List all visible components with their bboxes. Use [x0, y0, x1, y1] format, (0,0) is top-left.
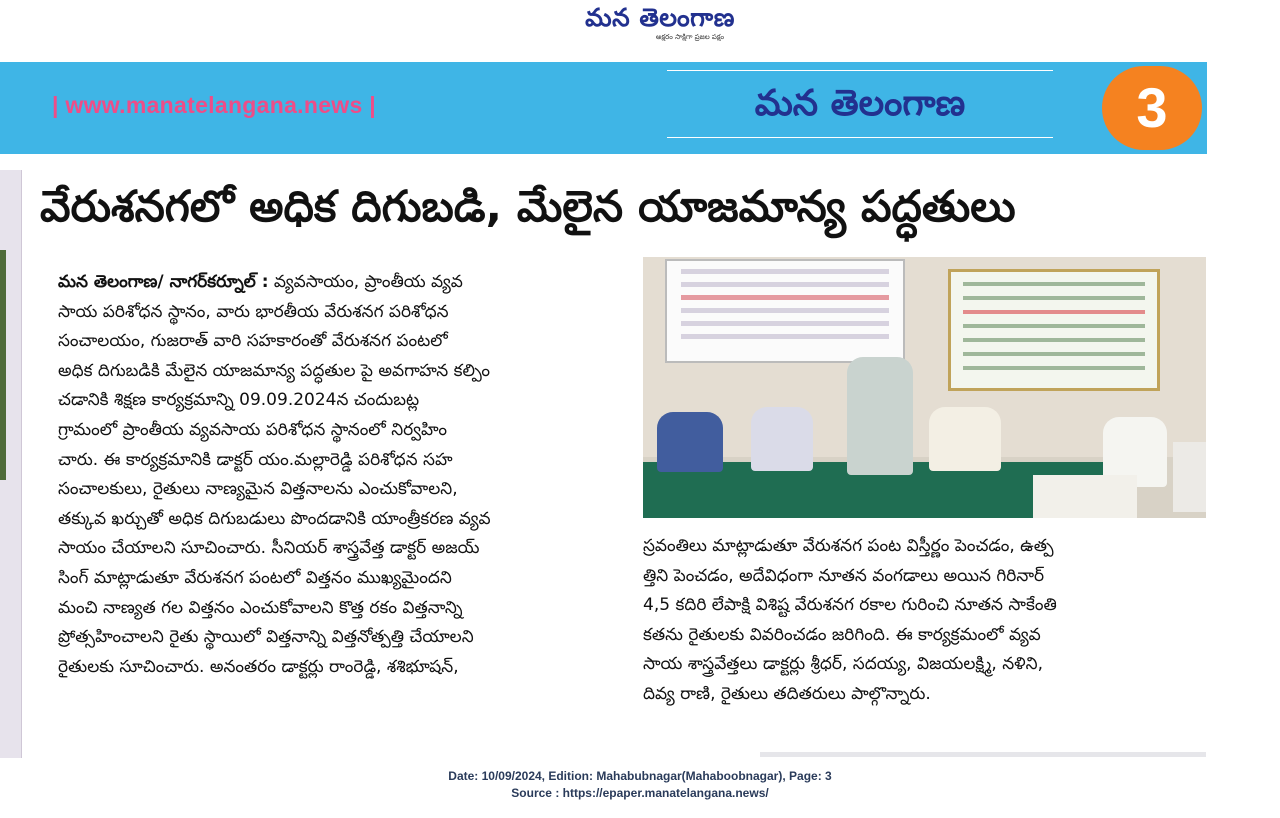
- article-line: చారు. ఈ కార్యక్రమానికి డాక్టర్ యం.మల్లారెడ్డి పరిశోధన సహ: [58, 449, 453, 470]
- article-line: సాయ పరిశోధన స్థానం, వారు భారతీయ వేరుశనగ పరిశోధన: [58, 301, 449, 322]
- article-line: [58, 268, 618, 298]
- article-byline: మన తెలంగాణ/ నాగర్‌కర్నూల్ :: [58, 272, 269, 292]
- article-line: దివ్య రాణి, రైతులు తదితరులు పాల్గొన్నారు.: [643, 683, 931, 704]
- column-divider: [760, 752, 1206, 757]
- top-logo-name: మన తెలంగాణ: [585, 3, 735, 32]
- article-line: సింగ్ మాట్లాడుతూ వేరుశనగ పంటలో విత్తనం ముఖ్యమైందని: [58, 567, 452, 588]
- clip-footer: [0, 768, 1280, 802]
- person-figure: [751, 407, 813, 471]
- article-line-text: వ్యవసాయం, ప్రాంతీయ వ్యవ: [268, 272, 463, 292]
- person-figure: [929, 407, 1001, 471]
- top-logo-tagline: అక్షరం సాక్షిగా ప్రజల పక్షం: [655, 33, 725, 41]
- article-line: సంచాలయం, గుజరాత్ వారి సహకారంతో వేరుశనగ పంటలో: [58, 331, 448, 352]
- event-flex-banner: [948, 269, 1160, 391]
- article-column-left: [58, 268, 618, 682]
- article-line: రైతులకు సూచించారు. అనంతరం డాక్టర్లు రాంరెడ్డి, శశిభూషన్,: [58, 656, 459, 677]
- masthead-title: మన తెలంగాణ: [754, 83, 966, 124]
- article-line: సాయం చేయాలని సూచించారు. సీనియర్ శాస్త్రవేత్త డాక్టర్ అజయ్: [58, 538, 480, 559]
- article-line: 4,5 కదిరి లేపాక్షి విశిష్ట వేరుశనగ రకాల గురించి నూతన సాకేంతి: [643, 595, 1057, 616]
- previous-page-edge: [0, 170, 22, 758]
- article-line: గ్రామంలో ప్రాంతీయ వ్యవసాయ పరిశోధన స్థానంలో నిర్వహిం: [58, 419, 447, 440]
- seed-sack: [1033, 475, 1137, 518]
- projector-screen: [665, 259, 905, 363]
- article-line: కతను రైతులకు వివరించడం జరిగింది. ఈ కార్యక్రమంలో వ్యవ: [643, 624, 1041, 645]
- article-line: ప్రోత్సహించాలని రైతు స్థాయిలో విత్తనాన్ని విత్తనోత్పత్తి చేయాలని: [58, 627, 474, 648]
- person-figure: [657, 412, 723, 472]
- event-photo: [643, 257, 1206, 518]
- page-number-badge: 3: [1102, 66, 1202, 150]
- article-line: త్తిని పెంచడం, అదేవిధంగా నూతన వంగడాలు అయిన గిరినార్: [643, 565, 1045, 586]
- website-url: | www.manatelangana.news |: [52, 92, 377, 118]
- article-line: అధిక దిగుబడికి మేలైన యాజమాన్య పద్ధతుల పై అవగాహన కల్పిం: [58, 360, 491, 381]
- article-headline: వేరుశనగలో అధిక దిగుబడి, మేలైన యాజమాన్య పద్ధతులు: [40, 182, 1016, 232]
- masthead: [667, 70, 1053, 138]
- top-logo: [560, 4, 760, 46]
- article-column-right: [643, 532, 1209, 710]
- speaker-figure: [847, 357, 913, 475]
- edge-photo-strip: [0, 250, 6, 480]
- article-line: చడానికి శిక్షణ కార్యక్రమాన్ని 09.09.2024న చందుబట్ల: [58, 390, 420, 411]
- article-line: స్రవంతిలు మాట్లాడుతూ వేరుశనగ పంట విస్తీర్ణం పెంచడం, ఉత్ప: [643, 536, 1054, 556]
- edition-info: Date: 10/09/2024, Edition: Mahabubnagar(Mahaboobnagar), Page: 3: [448, 769, 832, 783]
- chair: [1173, 442, 1206, 512]
- article-line: తక్కువ ఖర్చుతో అధిక దిగుబడులు పొందడానికి యాంత్రీకరణ వ్యవ: [58, 508, 491, 529]
- article-line: మంచి నాణ్యత గల విత్తనం ఎంచుకోవాలని కొత్త రకం విత్తనాన్ని: [58, 597, 463, 618]
- source-info: Source : https://epaper.manatelangana.news/: [511, 786, 769, 800]
- article-line: సంచాలకులు, రైతులు నాణ్యమైన విత్తనాలను ఎంచుకోవాలని,: [58, 479, 458, 500]
- page-banner: [0, 62, 1207, 154]
- article-line: సాయ శాస్త్రవేత్తలు డాక్టర్లు శ్రీధర్, సదయ్య, విజయలక్ష్మి, నళిని,: [643, 654, 1043, 675]
